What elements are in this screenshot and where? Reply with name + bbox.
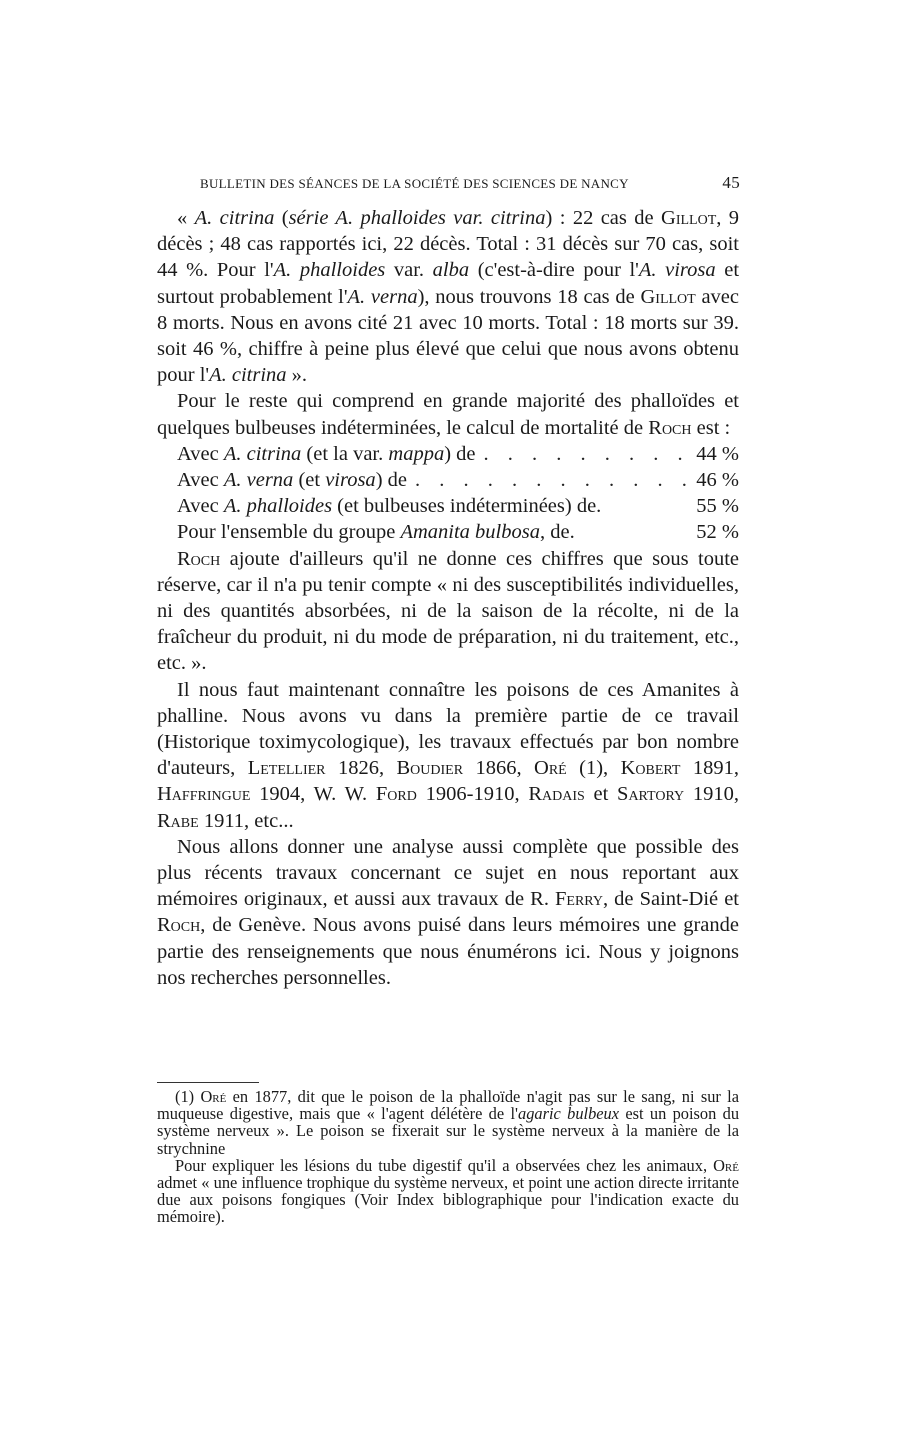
- author-name: Kobert: [620, 757, 681, 780]
- row-label: [177, 493, 601, 519]
- paragraph-2: [157, 388, 739, 440]
- running-title: BULLETIN DES SÉANCES DE LA SOCIÉTÉ DES SCIENCES DE NANCY: [200, 176, 629, 191]
- text-span: 1911, etc...: [198, 809, 294, 832]
- footnotes: [157, 1088, 739, 1226]
- author-name: Gillot: [640, 285, 696, 308]
- text-span: ), nous trouvons 18 cas de: [417, 285, 641, 308]
- author-name: Oré: [534, 757, 567, 780]
- table-row: [157, 441, 739, 467]
- species-name: alba: [432, 259, 470, 282]
- species-name: A. verna: [347, 285, 418, 308]
- main-text: [157, 205, 739, 991]
- text-span: (et: [293, 469, 326, 492]
- mortality-table: [157, 441, 739, 546]
- text-span: et: [584, 783, 618, 806]
- row-value: 55 %: [696, 495, 739, 518]
- row-label: [177, 467, 407, 493]
- text-span: Avec: [177, 442, 224, 465]
- text-span: 1891,: [680, 757, 740, 780]
- text-span: admet « une influence trophique du système nerveux, et point une action directe irritante due aux poisons fongiques (Voir Index biblographique pour l'indication exacte du mémoire).: [157, 1173, 739, 1227]
- text-span: (1),: [566, 757, 621, 780]
- species-name: agaric bulbeux: [518, 1104, 620, 1124]
- text-span: (c'est-à-dire pour l': [469, 259, 639, 282]
- text-span: , de.: [540, 521, 575, 544]
- text-span: Pour le reste qui comprend en grande majorité des phalloïdes et quelques bulbeuses indéterminées, le calcul de mortalité de: [157, 390, 739, 439]
- text-span: (et la var.: [301, 442, 389, 465]
- paragraph-1: [157, 205, 739, 388]
- text-span: , de Genève. Nous avons puisé dans leurs mémoires une grande partie des renseignements que nous énumérons ici. Nous y joignons nos recherches personnelles.: [157, 914, 739, 989]
- text-span: 1906-1910,: [416, 783, 529, 806]
- author-name: Roch: [157, 914, 201, 937]
- page-number: 45: [722, 173, 740, 192]
- author-name: Letellier: [247, 757, 326, 780]
- text-span: Pour expliquer les lésions du tube digestif qu'il a observées chez les animaux,: [175, 1155, 714, 1175]
- text-span: ) : 22 cas de: [545, 207, 662, 229]
- dot-leader: [476, 441, 695, 467]
- paragraph-4: [157, 677, 739, 834]
- text-span: (1): [175, 1087, 201, 1106]
- text-span: 1826,: [325, 757, 397, 780]
- author-name: Ford: [375, 783, 417, 806]
- species-name: A. citrina: [209, 364, 287, 387]
- species-name: virosa: [325, 469, 376, 492]
- footnote-rule: [157, 1082, 259, 1083]
- row-label: [177, 441, 476, 467]
- author-name: Rabe: [157, 809, 199, 832]
- row-value: 44 %: [696, 442, 739, 465]
- author-name: Oré: [713, 1155, 739, 1175]
- author-name: Oré: [200, 1087, 227, 1106]
- text-span: ajoute d'ailleurs qu'il ne donne ces chiffres que sous toute réserve, car il n'a pu tenir compte « ni des susceptibilités individuelles, ni des quantités absorbées, ni de la saison de la récolte, ni de la fraîcheur du produit, ni du mode de préparation, ni du traitement, etc., etc. ».: [157, 547, 739, 675]
- footnote-1-continued: [157, 1157, 739, 1226]
- text-span: (: [274, 207, 289, 229]
- text-span: ».: [286, 364, 308, 387]
- text-span: 1910,: [684, 783, 740, 806]
- author-name: Roch: [648, 416, 692, 439]
- text-span: 1904, W. W.: [250, 783, 376, 806]
- text-span: et surtout probablement l': [157, 259, 740, 308]
- species-name: Amanita bulbosa: [400, 521, 540, 544]
- text-span: var.: [385, 259, 433, 282]
- species-name: A. citrina: [194, 207, 275, 229]
- text-span: Il nous faut maintenant connaître les poisons de ces Amanites à phalline. Nous avons vu dans la première partie de ce travail (Historique toximycologique), les travaux effectués par bon nombre d'auteurs,: [157, 678, 739, 780]
- author-name: Ferry: [555, 888, 603, 911]
- text-span: Nous allons donner une analyse aussi complète que possible des plus récents travaux concernant ce sujet en nous reportant aux mémoires originaux, et aussi aux travaux de R.: [157, 835, 739, 911]
- species-name: A. phalloides: [223, 495, 333, 518]
- author-name: Radais: [528, 783, 585, 806]
- species-name: série A. phalloides var. citrina: [288, 207, 546, 229]
- row-label: [177, 519, 575, 545]
- species-name: A. verna: [223, 469, 294, 492]
- species-name: A. virosa: [638, 259, 716, 282]
- text-span: est :: [691, 416, 731, 439]
- text-span: est un poison du système nerveux ». Le poison se fixerait sur le système nerveux à la manière de la strychnine: [157, 1104, 740, 1158]
- text-span: Avec: [177, 495, 224, 518]
- text-span: (et bulbeuses indéterminées) de.: [332, 495, 602, 518]
- table-row: [157, 519, 739, 545]
- table-row: [157, 467, 739, 493]
- text-span: ) de: [444, 442, 476, 465]
- species-name: A. citrina: [223, 442, 302, 465]
- author-name: Gillot: [661, 207, 717, 229]
- text-span: ) de: [375, 469, 407, 492]
- dot-leader: [407, 467, 695, 493]
- table-row: [157, 493, 739, 519]
- text-span: , de Saint-Dié et: [602, 888, 739, 911]
- text-span: «: [177, 207, 195, 229]
- paragraph-5: [157, 834, 739, 991]
- row-value: 52 %: [696, 521, 739, 544]
- text-span: Avec: [177, 469, 224, 492]
- text-span: Pour l'ensemble du groupe: [177, 521, 401, 544]
- text-span: , 9 décès ; 48 cas rapportés ici, 22 décès. Total : 31 décès sur 70 cas, soit 44 %. Pour l': [157, 207, 740, 282]
- author-name: Haffringue: [157, 783, 251, 806]
- author-name: Boudier: [396, 757, 464, 780]
- text-span: avec 8 morts. Nous en avons cité 21 avec 10 morts. Total : 18 morts sur 39. soit 46 %, chiffre à peine plus élevé que celui que nous avons obtenu pour l': [157, 285, 740, 387]
- species-name: mappa: [388, 442, 445, 465]
- row-value: 46 %: [696, 469, 739, 492]
- text-span: 1866,: [463, 757, 535, 780]
- species-name: A. phalloides: [273, 259, 386, 282]
- author-name: Roch: [177, 547, 221, 570]
- text-span: en 1877, dit que le poison de la phalloïde n'agit pas sur le sang, ni sur la muqueuse digestive, mais que « l'agent délétère de l': [157, 1087, 739, 1124]
- author-name: Sartory: [617, 783, 685, 806]
- paragraph-3: [157, 546, 739, 677]
- footnote-1: [157, 1088, 739, 1157]
